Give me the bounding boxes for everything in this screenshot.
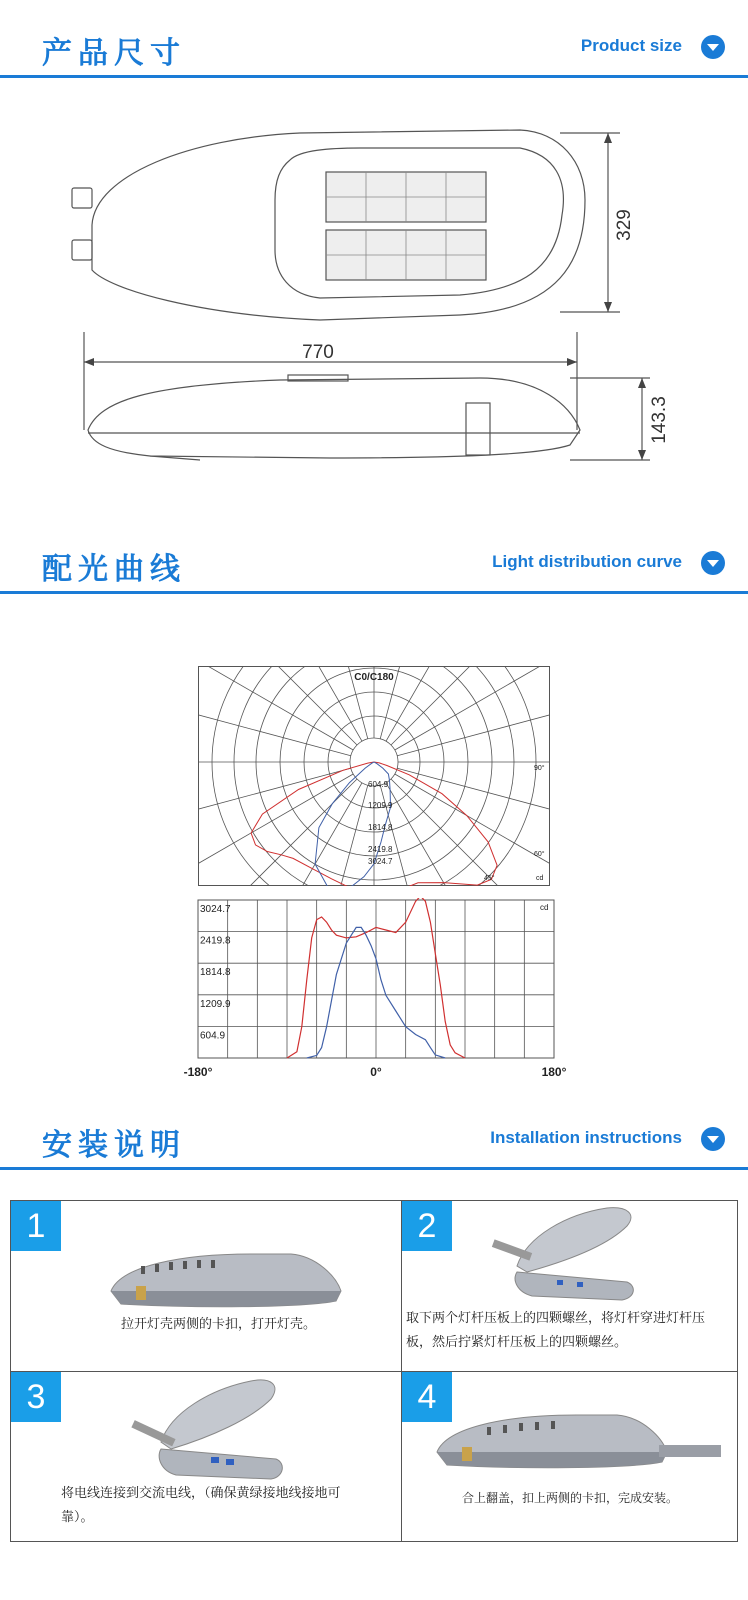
step-number-badge: 2 [402,1201,452,1251]
section-header-light-curve [0,534,748,594]
step-caption-line-1: 取下两个灯杆压板上的四颗螺丝，将灯杆穿进灯杆压 [406,1311,706,1326]
polar-ring-label: 604.9 [368,780,389,789]
section-header-installation [0,1110,748,1170]
step-caption: 合上翻盖，扣上两侧的卡扣，完成安装。 [462,1491,679,1505]
polar-title: C0/C180 [354,672,394,683]
cart-x-tick-label: 180° [541,1065,567,1078]
polar-angle-60: 60° [534,851,545,858]
section-title-en: Installation instructions [490,1128,682,1147]
lamp-open-illustration [487,1206,647,1306]
cart-y-tick-label: 604.9 [200,1030,226,1042]
installation-grid [10,1200,738,1542]
dimension-length-label: 770 [302,342,334,363]
install-step-4 [402,1372,737,1541]
lamp-closed-illustration [101,1246,351,1316]
cart-x-tick-label: -180° [183,1065,213,1078]
section-divider [0,591,748,594]
section-title-cn: 产品尺寸 [42,36,186,71]
section-header-product-size [0,18,748,78]
cart-y-tick-label: 2419.8 [200,935,231,947]
polar-angle-90: 90° [534,765,545,772]
lamp-wiring-illustration [126,1377,296,1487]
section-title-cn: 安装说明 [42,1128,186,1163]
chevron-down-icon [700,1126,726,1152]
section-title-en: Light distribution curve [492,552,682,571]
step-caption: 拉开灯壳两侧的卡扣，打开灯壳。 [121,1317,317,1332]
dimension-height-label: 143.3 [649,396,670,444]
polar-ring-label: 2419.8 [368,845,393,854]
lamp-installed-illustration [427,1407,727,1477]
step-number-badge: 1 [11,1201,61,1251]
cart-y-tick-label: 1209.9 [200,998,231,1010]
cart-y-tick-label: 1814.8 [200,967,231,979]
polar-light-distribution-chart [198,666,550,886]
step-caption-line-2: 板，然后拧紧灯杆压板上的四颗螺丝。 [406,1335,628,1350]
section-divider [0,1167,748,1170]
section-title-cn: 配光曲线 [42,552,186,587]
cart-unit: cd [540,903,549,912]
step-number-badge: 3 [11,1372,61,1422]
section-title-en: Product size [580,36,682,55]
chevron-down-icon [700,34,726,60]
polar-ring-label: 1209.9 [368,801,393,810]
polar-ring-label: 1814.8 [368,823,393,832]
section-divider [0,75,748,78]
cart-y-tick-label: 3024.7 [200,904,231,915]
install-step-1 [11,1201,401,1371]
install-step-2 [402,1201,737,1371]
cartesian-light-distribution-chart [170,898,590,1078]
polar-unit: cd [536,875,544,882]
polar-angle-45: 45° [484,875,495,882]
chevron-down-icon [700,550,726,576]
dimension-width-label: 329 [614,209,635,241]
lamp-dimension-drawing [0,100,748,480]
step-caption-line-1: 将电线连接到交流电线，（确保黄绿接地线接地可 [61,1486,341,1501]
step-caption-line-2: 靠）。 [61,1510,94,1525]
polar-ring-label: 3024.7 [368,857,393,866]
step-number-badge: 4 [402,1372,452,1422]
install-step-3 [11,1372,401,1541]
cart-x-tick-label: 0° [370,1065,382,1078]
